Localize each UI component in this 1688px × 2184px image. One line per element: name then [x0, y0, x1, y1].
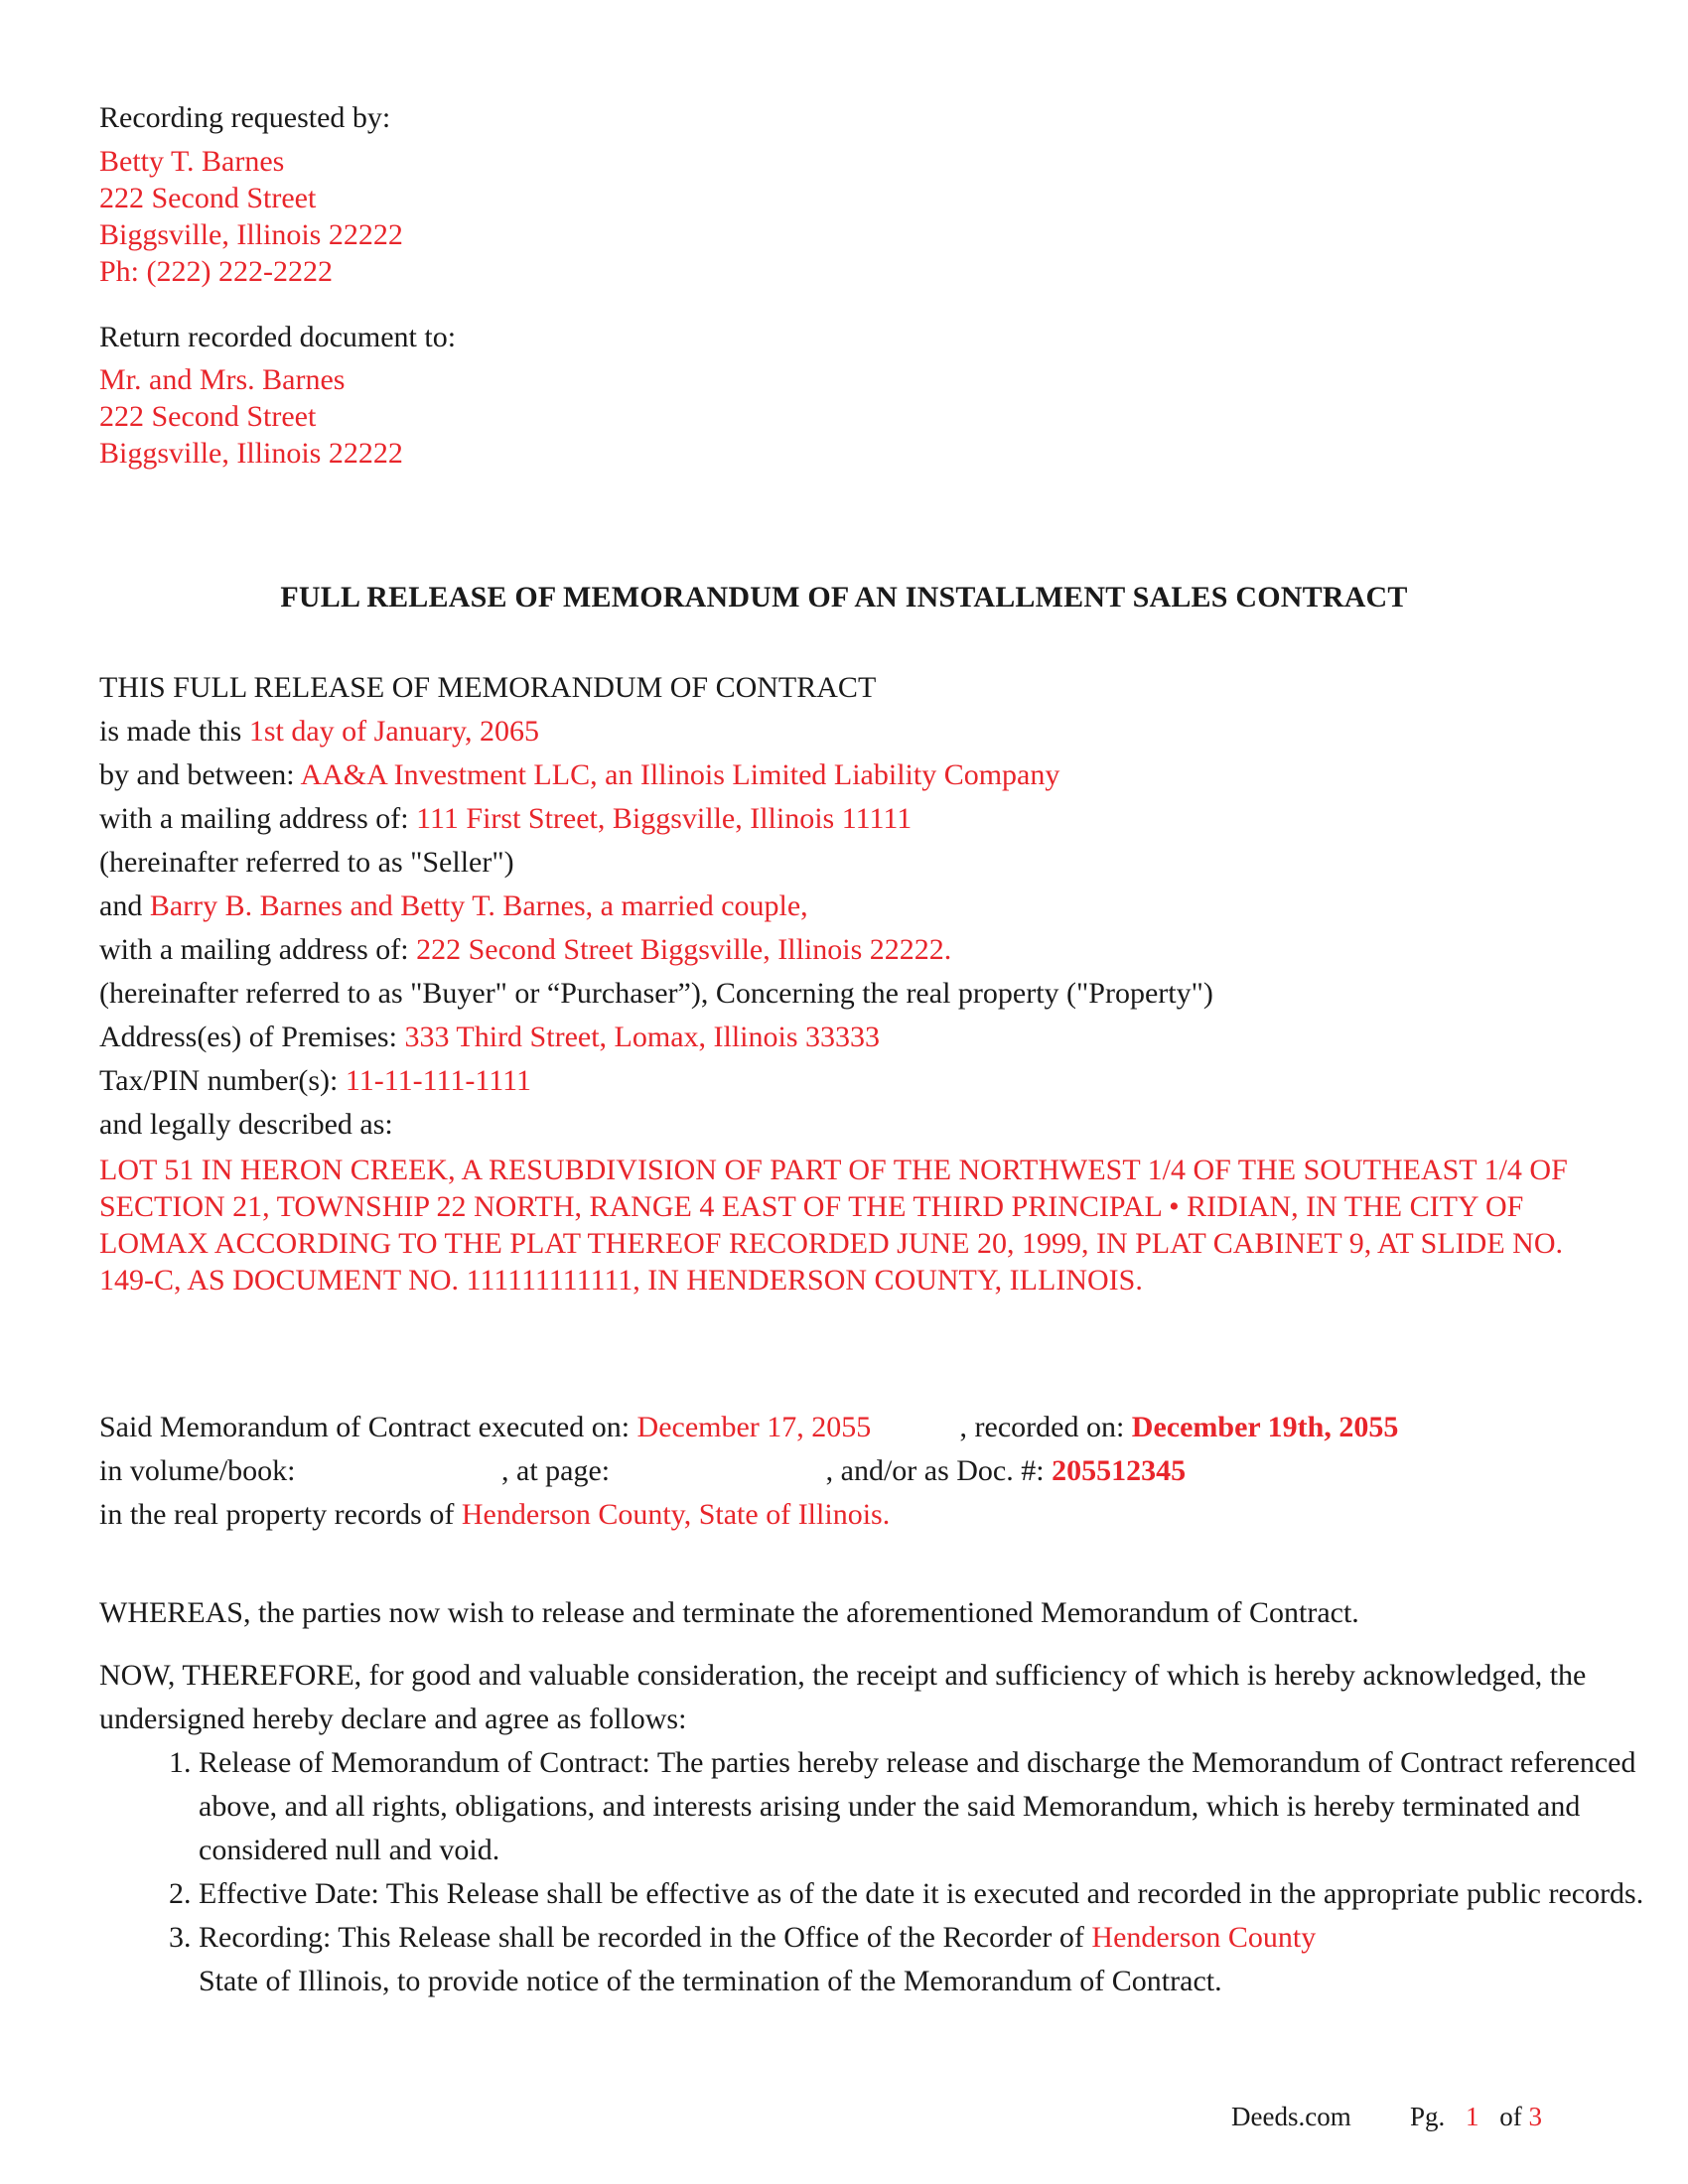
term-item	[199, 1916, 1688, 2003]
records-label: in the real property records of	[99, 1498, 462, 1531]
document-title: FULL RELEASE OF MEMORANDUM OF AN INSTALLMENT SALES CONTRACT	[280, 581, 1408, 614]
terms-list	[99, 1741, 1688, 2003]
seller-name: AA&A Investment LLC, an Illinois Limited Liability Company	[300, 758, 1060, 791]
doc-number: 205512345	[1052, 1454, 1187, 1487]
buyer-address-label: with a mailing address of:	[99, 933, 417, 966]
executed-date: December 17, 2055	[636, 1411, 872, 1443]
buyer-address: 222 Second Street Biggsville, Illinois 22222.	[416, 933, 952, 966]
between-label: by and between:	[99, 758, 301, 791]
between-line	[99, 757, 1059, 793]
requester-name: Betty T. Barnes	[99, 145, 285, 178]
page-of-label: of	[1499, 2102, 1522, 2131]
term3-text-b: State of Illinois, to provide notice of the termination of the Memorandum of Contract.	[199, 1965, 1222, 1997]
recorded-label: , recorded on:	[959, 1411, 1132, 1443]
term3-county: Henderson County	[1091, 1921, 1317, 1954]
executed-label: Said Memorandum of Contract executed on:	[99, 1411, 637, 1443]
buyer-ref: (hereinafter referred to as "Buyer" or “Purchaser”), Concerning the real property ("Property")	[99, 977, 1213, 1010]
term3-text-a: Recording: This Release shall be recorded in the Office of the Recorder of	[199, 1921, 1092, 1954]
volume-line	[99, 1453, 1186, 1489]
records-county: Henderson County, State of Illinois.	[461, 1498, 891, 1531]
and-label: and	[99, 889, 150, 922]
tax-line	[99, 1063, 531, 1099]
legal-label: and legally described as:	[99, 1108, 393, 1141]
made-date: 1st day of January, 2065	[248, 715, 539, 748]
premises-label: Address(es) of Premises:	[99, 1021, 405, 1053]
requester-street: 222 Second Street	[99, 182, 317, 214]
premises-address: 333 Third Street, Lomax, Illinois 33333	[404, 1021, 881, 1053]
doc-label: , and/or as Doc. #:	[825, 1454, 1053, 1487]
footer-brand: Deeds.com	[1231, 2102, 1351, 2131]
seller-address-line	[99, 801, 912, 837]
volume-label: in volume/book:	[99, 1454, 303, 1487]
now-therefore-paragraph: NOW, THEREFORE, for good and valuable consideration, the receipt and sufficiency of which is hereby acknowledged, the undersigned hereby declare and agree as follows:	[99, 1659, 1587, 1735]
records-line	[99, 1497, 890, 1533]
page-label-pg: Pg.	[1410, 2102, 1446, 2131]
return-to-city: Biggsville, Illinois 22222	[99, 437, 403, 470]
requester-phone: Ph: (222) 222-2222	[99, 255, 333, 288]
term-item: 2. Effective Date: This Release shall be effective as of the date it is executed and recorded in the appropriate public records.	[199, 1872, 1688, 1916]
intro-line1: THIS FULL RELEASE OF MEMORANDUM OF CONTRACT	[99, 671, 877, 704]
buyer-line	[99, 888, 808, 924]
whereas-paragraph: WHEREAS, the parties now wish to release and terminate the aforementioned Memorandum of Contract.	[99, 1596, 1359, 1629]
seller-address: 111 First Street, Biggsville, Illinois 11111	[416, 802, 913, 835]
return-to-name: Mr. and Mrs. Barnes	[99, 363, 346, 396]
buyer-address-line	[99, 932, 951, 968]
footer-page-indicator	[1410, 2102, 1542, 2132]
page-label: , at page:	[501, 1454, 618, 1487]
premises-line	[99, 1020, 880, 1055]
term-item: 1. Release of Memorandum of Contract: The parties hereby release and discharge the Memorandum of Contract referenced above, and all rights, obligations, and interests arising under the said Memorandum, which is hereby terminated and considered null and void.	[199, 1741, 1688, 1872]
seller-ref: (hereinafter referred to as "Seller")	[99, 846, 514, 879]
recorded-date: December 19th, 2055	[1131, 1411, 1399, 1443]
tax-label: Tax/PIN number(s):	[99, 1064, 346, 1097]
tax-pin: 11-11-111-1111	[345, 1064, 532, 1097]
recording-requested-label: Recording requested by:	[99, 101, 391, 134]
page-total: 3	[1528, 2102, 1543, 2131]
made-line	[99, 714, 539, 750]
seller-address-label: with a mailing address of:	[99, 802, 417, 835]
made-label: is made this	[99, 715, 249, 748]
legal-description: LOT 51 IN HERON CREEK, A RESUBDIVISION OF PART OF THE NORTHWEST 1/4 OF THE SOUTHEAST 1/4 OF SECTION 21, TOWNSHIP 22 NORTH, RANGE 4 EAST OF THE THIRD PRINCIPAL • RIDIAN, IN THE CITY OF LOMAX ACCORDING TO THE PLAT THEREOF RECORDED JUNE 20, 1999, IN PLAT CABINET 9, AT SLIDE NO. 149-C, AS DOCUMENT NO. 111111111111, IN HENDERSON COUNTY, ILLINOIS.	[99, 1154, 1568, 1297]
return-to-street: 222 Second Street	[99, 400, 317, 433]
requester-city: Biggsville, Illinois 22222	[99, 218, 403, 251]
buyer-name: Barry B. Barnes and Betty T. Barnes, a married couple,	[149, 889, 808, 922]
executed-line	[99, 1410, 1398, 1445]
page-number: 1	[1466, 2102, 1479, 2131]
return-to-label: Return recorded document to:	[99, 321, 457, 353]
